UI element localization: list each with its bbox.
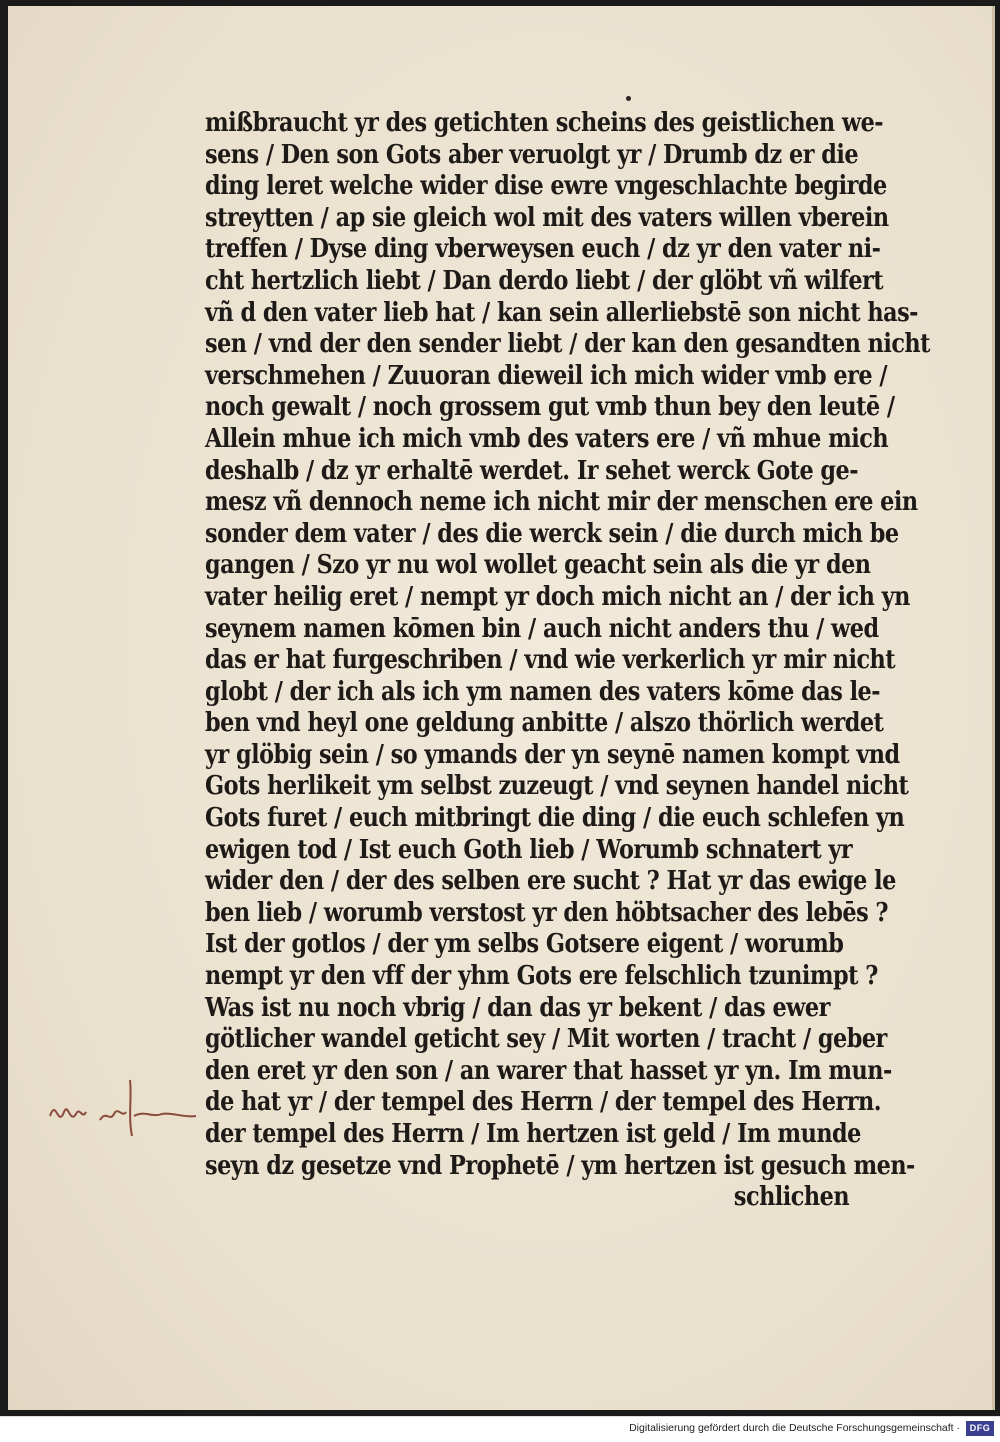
- ink-speck: [626, 96, 631, 101]
- text-line: ewigen tod / Ist euch Goth lieb / Worumb schnatert yr: [205, 834, 853, 865]
- dfg-logo: DFG: [966, 1421, 994, 1436]
- handwritten-margin-note: [48, 1076, 198, 1142]
- text-line: vater heilig eret / nempt yr doch mich nicht an / der ich yn: [205, 581, 910, 612]
- text-line: noch gewalt / noch grossem gut vmb thun bey den leutē /: [205, 392, 895, 423]
- text-line: mißbraucht yr des getichten scheins des geistlichen we-: [205, 108, 884, 138]
- text-line: mesz vñ dennoch neme ich nicht mir der menschen ere ein: [205, 487, 918, 518]
- text-line: ben lieb / worumb verstost yr den höbtsacher des lebēs ?: [205, 897, 889, 928]
- text-line: sens / Den son Gots aber veruolgt yr / Drumb dz er die: [205, 139, 859, 170]
- text-line: nempt yr den vff der yhm Gots ere felschlich tzunimpt ?: [205, 961, 878, 992]
- text-line: Gots herlikeit ym selbst zuzeugt / vnd seynen handel nicht: [205, 771, 909, 802]
- text-line: den eret yr den son / an warer that hasset yr yn. Im mun-: [205, 1055, 892, 1086]
- catchword: schlichen: [733, 1182, 850, 1213]
- text-line: Gots furet / euch mitbringt die ding / die euch schlefen yn: [205, 803, 905, 834]
- text-line: treffen / Dyse ding vberweysen euch / dz yr den vater ni-: [205, 234, 881, 265]
- text-line: götlicher wandel geticht sey / Mit worten / tracht / geber: [205, 1024, 887, 1055]
- text-line: seynem namen kōmen bin / auch nicht anders thu / wed: [205, 613, 879, 644]
- text-line: streytten / ap sie gleich wol mit des vaters willen vberein: [205, 202, 889, 233]
- text-line: Ist der gotlos / der ym selbs Gotsere eigent / worumb: [205, 929, 844, 960]
- text-line: das er hat furgeschriben / vnd wie verkerlich yr mir nicht: [205, 645, 896, 676]
- text-line: vñ d den vater lieb hat / kan sein allerliebstē son nicht has-: [205, 297, 918, 328]
- text-line: deshalb / dz yr erhaltē werdet. Ir sehet werck Gote ge-: [205, 455, 859, 486]
- text-line: ben vnd heyl one geldung anbitte / alszo thörlich werdet: [205, 708, 884, 739]
- text-line: yr glöbig sein / so ymands der yn seynē namen kompt vnd: [205, 739, 900, 770]
- text-line: globt / der ich als ich ym namen des vaters kōme das le-: [205, 676, 881, 707]
- footer-bar: [0, 1416, 1000, 1442]
- funding-notice: Digitalisierung gefördert durch die Deutsche Forschungsgemeinschaft ·: [629, 1422, 960, 1434]
- text-line: sen / vnd der den sender liebt / der kan den gesandten nicht: [205, 329, 930, 360]
- text-line: cht hertzlich liebt / Dan derdo liebt / der glöbt vñ wilfert: [205, 265, 884, 296]
- page-text: [205, 108, 953, 1214]
- text-line: de hat yr / der tempel des Herrn / der tempel des Herrn.: [205, 1087, 882, 1118]
- text-line: gangen / Szo yr nu wol wollet geacht sein als die yr den: [205, 550, 871, 581]
- text-line: Allein mhue ich mich vmb des vaters ere / vñ mhue mich: [205, 423, 889, 454]
- text-line: ding leret welche wider dise ewre vngeschlachte begirde: [205, 171, 887, 202]
- text-line: seyn dz gesetze vnd Prophetē / ym hertzen ist gesuch men-: [205, 1150, 915, 1181]
- text-line: Was ist nu noch vbrig / dan das yr bekent / das ewer: [205, 992, 830, 1023]
- text-line: der tempel des Herrn / Im hertzen ist geld / Im munde: [205, 1119, 861, 1149]
- text-line: wider den / der des selben ere sucht ? Hat yr das ewige le: [205, 866, 896, 897]
- text-line: verschmehen / Zuuoran dieweil ich mich wider vmb ere /: [205, 360, 888, 391]
- text-line: sonder dem vater / des die werck sein / die durch mich be: [205, 518, 899, 549]
